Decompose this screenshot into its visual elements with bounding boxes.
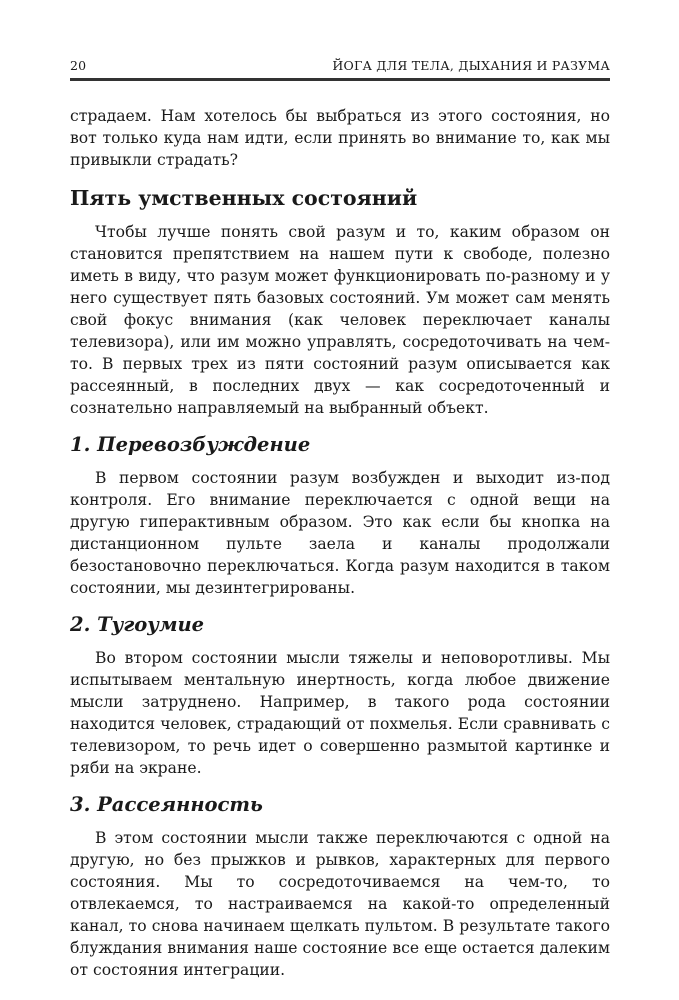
section-heading: Пять умственных состояний	[70, 186, 418, 210]
book-title: ЙОГА ДЛЯ ТЕЛА, ДЫХАНИЯ И РАЗУМА	[332, 58, 610, 73]
page-number: 20	[70, 58, 87, 73]
running-header	[70, 58, 610, 81]
subsection-heading-1: 1. Перевозбуждение	[70, 433, 311, 456]
subsection-heading-2: 2. Тугоумие	[70, 613, 205, 636]
section-paragraph: Чтобы лучше понять свой разум и то, каким образом он становится препятствием на нашем пути к свободе, полезно иметь в виду, что разум может функционировать по-разному и у него существует пять базовых состояний. Ум может сам менять свой фокус внимания (как человек переключает каналы телевизора), или им можно управлять, сосредоточивать на чем-то. В первых трех из пяти состояний разум описывается как рассеянный, в последних двух — как сосредоточенный и сознательно направляемый на выбранный объект.	[70, 223, 610, 417]
subsection-heading-3: 3. Рассеянность	[70, 793, 263, 816]
subsection-paragraph-3: В этом состоянии мысли также переключаются с одной на другую, но без прыжков и рывков, характерных для первого состояния. Мы то сосредоточиваемся на чем-то, то отвлекаемся, то настраиваемся на какой-то определенный канал, то снова начинаем щелкать пультом. В результате такого блуждания внимания наше состояние все еще остается далеким от состояния интеграции.	[70, 829, 610, 979]
book-page	[70, 58, 610, 981]
subsection-paragraph-2: Во втором состоянии мысли тяжелы и неповоротливы. Мы испытываем ментальную инертность, когда любое движение мысли затруднено. Например, в такого рода состоянии находится человек, страдающий от похмелья. Если сравнивать с телевизором, то речь идет о совершенно размытой картинке и ряби на экране.	[70, 649, 610, 777]
intro-paragraph: страдаем. Нам хотелось бы выбраться из этого состояния, но вот только куда нам идти, если принять во внимание то, как мы привыкли страдать?	[70, 107, 610, 169]
subsection-paragraph-1: В первом состоянии разум возбужден и выходит из-под контроля. Его внимание переключается с одной вещи на другую гиперактивным образом. Это как если бы кнопка на дистанционном пульте заела и каналы продолжали безостановочно переключаться. Когда разум находится в таком состоянии, мы дезинтегрированы.	[70, 469, 610, 597]
